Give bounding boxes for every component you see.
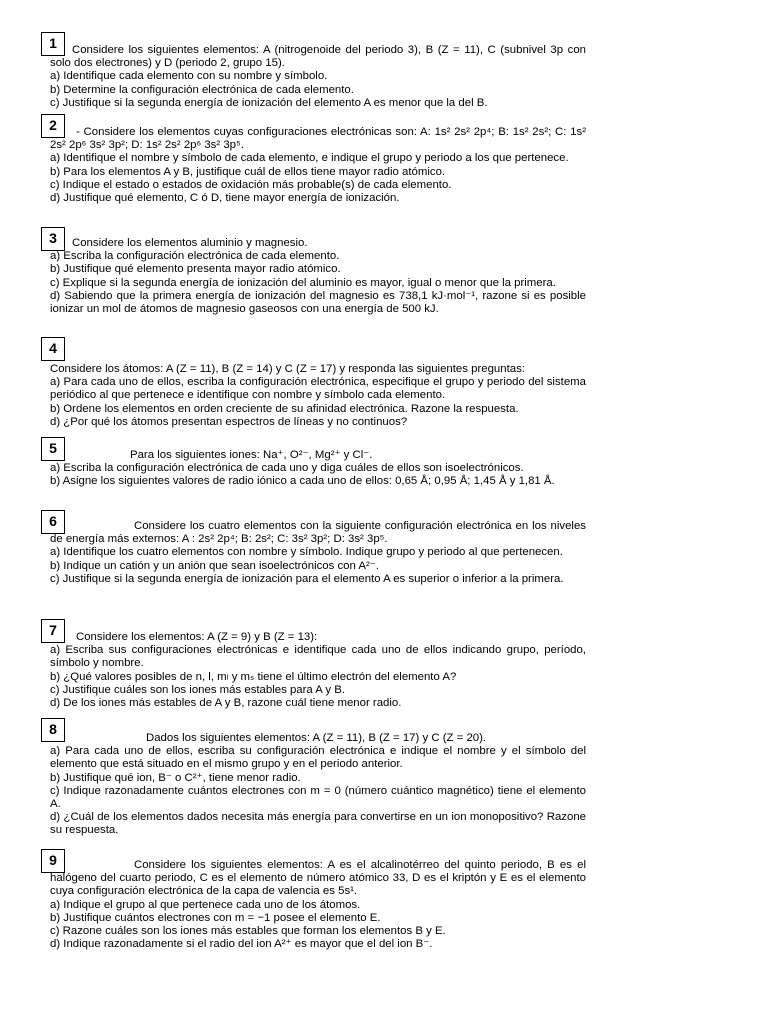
question-intro: Considere los elementos: A (Z = 9) y B (Z = 13): bbox=[76, 631, 318, 643]
question-item: c) Justifique cuáles son los iones más estables para A y B. bbox=[50, 683, 346, 696]
question-number-box: 8 bbox=[41, 718, 65, 742]
question-item: a) Escriba sus configuraciones electrónicas e identifique cada uno de ellos indicando grupo, período, símbolo y nombre. bbox=[50, 644, 586, 670]
question-item: d) Indique razonadamente si el radio del ion A²⁺ es mayor que el del ion B⁻. bbox=[50, 938, 433, 951]
question-intro: Considere los siguientes elementos: A es el alcalinotérreo del quinto periodo, B es el halógeno del cuarto periodo, C es el elemento de número atómico 33, D es el kriptón y E es el elemento cuya configuración electrónica de la capa de valencia es 5s¹. bbox=[50, 859, 586, 898]
question-item: a) Identifique el nombre y símbolo de cada elemento, e indique el grupo y periodo a los que pertenece. bbox=[50, 152, 569, 165]
question-number-box: 5 bbox=[41, 437, 65, 461]
question-item: a) Identifique los cuatro elementos con nombre y símbolo. Indique grupo y periodo al que pertenecen. bbox=[50, 546, 563, 559]
question-item: b) Justifique qué elemento presenta mayor radio atómico. bbox=[50, 263, 341, 276]
question-item: a) Para cada uno de ellos, escriba su configuración electrónica e indique el nombre y el símbolo del elemento que está situado en el mismo grupo y en el periodo anterior. bbox=[50, 745, 586, 771]
question-number-box: 7 bbox=[41, 619, 65, 643]
question-text bbox=[50, 44, 586, 110]
question-number-box: 9 bbox=[41, 849, 65, 873]
question-item: d) ¿Por qué los átomos presentan espectros de líneas y no continuos? bbox=[50, 415, 408, 428]
question-item: b) Para los elementos A y B, justifique cuál de ellos tiene mayor radio atómico. bbox=[50, 165, 446, 178]
question-text bbox=[50, 631, 586, 710]
question-item: c) Justifique si la segunda energía de ionización para el elemento A es superior o inferior a la primera. bbox=[50, 572, 564, 585]
question-item: d) Justifique qué elemento, C ó D, tiene mayor energía de ionización. bbox=[50, 192, 400, 205]
question-item: c) Indique razonadamente cuántos electrones con m = 0 (número cuántico magnético) tiene el elemento A. bbox=[50, 784, 586, 811]
question-item: c) Indique el estado o estados de oxidación más probable(s) de cada elemento. bbox=[50, 178, 452, 191]
question-item: b) Determine la configuración electrónica de cada elemento. bbox=[50, 83, 354, 96]
question-number-box: 3 bbox=[41, 227, 65, 251]
question-text bbox=[50, 449, 586, 489]
question-item: a) Escriba la configuración electrónica de cada elemento. bbox=[50, 250, 340, 263]
question-item: c) Justifique si la segunda energía de ionización del elemento A es menor que la del B. bbox=[50, 96, 488, 109]
question-item: a) Identifique cada elemento con su nombre y símbolo. bbox=[50, 70, 328, 83]
question-intro: Considere los elementos aluminio y magnesio. bbox=[72, 237, 308, 249]
question-text bbox=[50, 363, 586, 429]
question-text bbox=[50, 520, 586, 586]
question-text bbox=[50, 237, 586, 335]
question-item: b) Justifique cuántos electrones con m = −1 posee el elemento E. bbox=[50, 911, 381, 924]
question-item: a) Indique el grupo al que pertenece cada uno de los átomos. bbox=[50, 898, 361, 911]
question-text bbox=[50, 126, 586, 205]
question-number-box: 2 bbox=[41, 114, 65, 138]
question-intro: Considere los átomos: A (Z = 11), B (Z = 14) y C (Z = 17) y responda las siguientes preguntas: bbox=[50, 363, 525, 375]
question-intro: - Considere los elementos cuyas configuraciones electrónicas son: A: 1s² 2s² 2p⁴; B: 1s² 2s²; C: 1s² 2s² 2p⁶ 3s² 3p²; D: 1s² 2s² 2p⁶ 3s² 3p⁵. bbox=[50, 126, 586, 152]
question-item: b) Ordene los elementos en orden creciente de su afinidad electrónica. Razone la respuesta. bbox=[50, 402, 519, 415]
question-item: b) Justifique qué ion, B⁻ o C²⁺, tiene menor radio. bbox=[50, 771, 301, 784]
question-item: b) Indique un catión y un anión que sean isoelectrónicos con A²⁻. bbox=[50, 559, 379, 572]
question-item: c) Razone cuáles son los iones más estables que forman los elementos B y E. bbox=[50, 925, 446, 938]
question-intro: Para los siguientes iones: Na⁺, O²⁻, Mg²⁺ y Cl⁻. bbox=[130, 449, 373, 461]
question-intro: Considere los cuatro elementos con la siguiente configuración electrónica en los niveles de energía más externos: A : 2s² 2p⁴; B: 2s²; C: 3s² 3p²; D: 3s² 3p⁵. bbox=[50, 520, 586, 546]
question-item: a) Para cada uno de ellos, escriba la configuración electrónica, especifique el grupo y periodo del sistema periódico al que pertenece e identifique con nombre y símbolo cada elemento. bbox=[50, 376, 586, 402]
question-number-box: 6 bbox=[41, 510, 65, 534]
question-number-box: 1 bbox=[41, 32, 65, 56]
question-text bbox=[50, 859, 586, 959]
question-item: d) Sabiendo que la primera energía de ionización del magnesio es 738,1 kJ·mol⁻¹, razone si es posible ionizar un mol de átomos de magnesio gaseosos con una energía de 500 kJ. bbox=[50, 289, 586, 316]
question-number-box: 4 bbox=[41, 337, 65, 361]
question-item: a) Escriba la configuración electrónica de cada uno y diga cuáles de ellos son isoelectrónicos. bbox=[50, 462, 524, 475]
question-item: b) Asigne los siguientes valores de radio iónico a cada uno de ellos: 0,65 Å; 0,95 Å; 1,45 Å y 1,81 Å. bbox=[50, 475, 555, 488]
question-text bbox=[50, 732, 586, 838]
question-item: b) ¿Qué valores posibles de n, l, mₗ y mₛ tiene el último electrón del elemento A? bbox=[50, 670, 457, 683]
question-intro: Dados los siguientes elementos: A (Z = 11), B (Z = 17) y C (Z = 20). bbox=[146, 732, 487, 744]
question-item: c) Explique si la segunda energía de ionización del aluminio es mayor, igual o menor que la primera. bbox=[50, 276, 556, 289]
question-item: d) ¿Cuál de los elementos dados necesita más energía para convertirse en un ion monopositivo? Razone su respuesta. bbox=[50, 811, 586, 837]
question-intro: Considere los siguientes elementos: A (nitrogenoide del periodo 3), B (Z = 11), C (subnivel 3p con solo dos electrones) y D (periodo 2, grupo 15). bbox=[50, 44, 586, 70]
question-item: d) De los iones más estables de A y B, razone cuál tiene menor radio. bbox=[50, 697, 402, 710]
